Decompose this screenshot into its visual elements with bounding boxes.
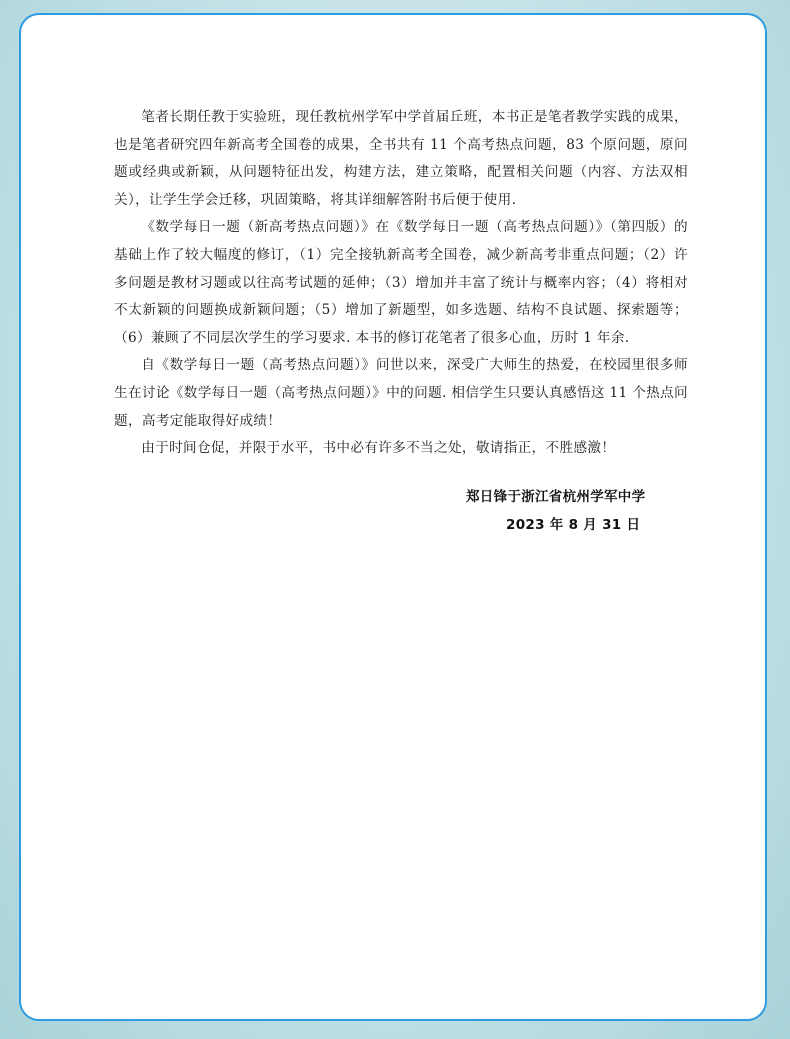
page-frame (19, 13, 767, 1021)
signature-text: 郑日锋于浙江省杭州学军中学 (466, 489, 646, 505)
paragraph-4: 由于时间仓促，并限于水平，书中必有许多不当之处，敬请指正，不胜感激！ (141, 440, 616, 457)
paragraph-2: 《数学每日一题（新高考热点问题）》在《数学每日一题（高考热点问题）》（第四版）的基础上作了较大幅度的修订，（1）完全接轨新高考全国卷，减少新高考非重点问题；（2）许多问题是教材习题或以往高考试题的延伸；（3）增加并丰富了统计与概率内容；（4）将相对不太新颖的问题换成新颖问题；（5）增加了新题型，如多选题、结构不良试题、探索题等；（6）兼顾了不同层次学生的学习要求. 本书的修订花笔者了很多心血，历时 1 年余. (114, 219, 688, 346)
date-text: 2023 年 8 月 31 日 (506, 517, 641, 533)
paragraph-3: 自《数学每日一题（高考热点问题）》问世以来，深受广大师生的热爱，在校园里很多师生在讨论《数学每日一题（高考热点问题）》中的问题. 相信学生只要认真感悟这 11 个热点问题，高考定能取得好成绩！ (114, 357, 688, 429)
preface-body (114, 104, 688, 463)
paragraph-1: 笔者长期任教于实验班，现任教杭州学军中学首届丘班，本书正是笔者教学实践的成果，也是笔者研究四年新高考全国卷的成果，全书共有 11 个高考热点问题，83 个原问题，原问题或经典或新颖，从问题特征出发，构建方法，建立策略，配置相关问题（内容、方法双相关），让学生学会迁移，巩固策略，将其详细解答附书后便于使用. (114, 109, 688, 208)
